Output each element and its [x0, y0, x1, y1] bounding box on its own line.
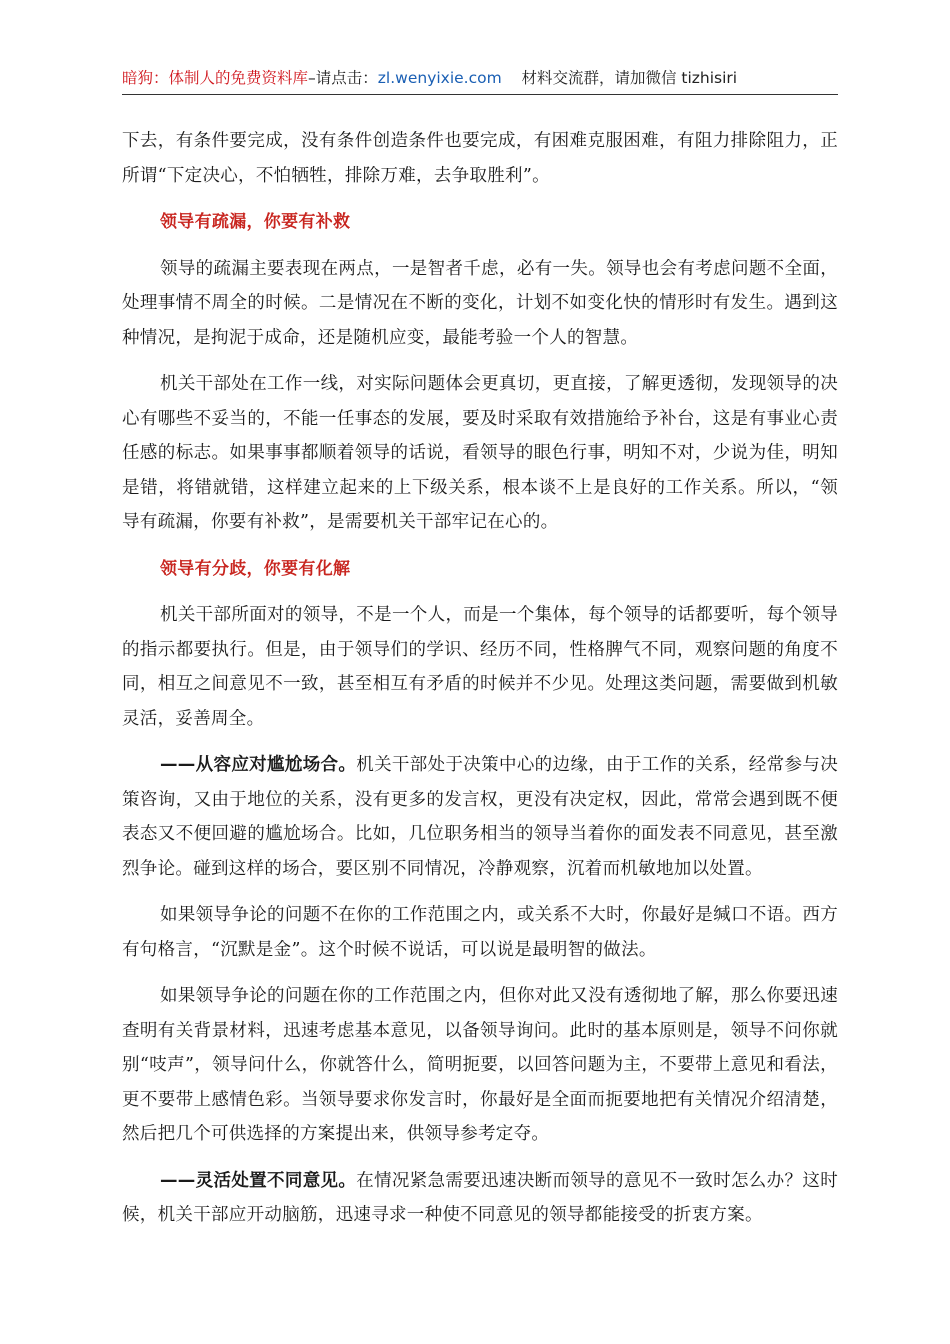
- paragraph: 机关干部处在工作一线，对实际问题体会更真切，更直接，了解更透彻，发现领导的决心有哪些不妥当的，不能一任事态的发展，要及时采取有效措施给予补台，这是有事业心责任感的标志。如果事事都顺着领导的话说，看领导的眼色行事，明知不对，少说为佳，明知是错，将错就错，这样建立起来的上下级关系，根本谈不上是良好的工作关系。所以，“领导有疏漏，你要有补救”，是需要机关干部牢记在心的。: [122, 374, 838, 532]
- paragraph: 如果领导争论的问题在你的工作范围之内，但你对此又没有透彻地了解，那么你要迅速查明有关背景材料，迅速考虑基本意见，以备领导询问。此时的基本原则是，领导不问你就别“吱声”，领导问什么，你就答什么，简明扼要，以回答问题为主，不要带上意见和看法，更不要带上感情色彩。当领导要求你发言时，你最好是全面而扼要地把有关情况介绍清楚，然后把几个可供选择的方案提出来，供领导参考定夺。: [122, 986, 838, 1144]
- header-link[interactable]: zl.wenyixie.com: [377, 69, 502, 87]
- paragraph-lead: ——从容应对尴尬场合。: [160, 755, 357, 775]
- paragraph: [122, 748, 838, 886]
- paragraph-lead: ——灵活处置不同意见。: [160, 1170, 357, 1191]
- paragraph: 下去，有条件要完成，没有条件创造条件也要完成，有困难克服困难，有阻力排除阻力，正所谓“下定决心，不怕牺牲，排除万难，去争取胜利”。: [122, 131, 838, 186]
- header-wechat-note: 材料交流群，请加微信 tizhisiri: [521, 69, 738, 87]
- header-site-title: 暗狗：体制人的免费资料库: [122, 69, 309, 87]
- section-heading: 领导有分歧，你要有化解: [160, 558, 351, 579]
- header-click-prompt: –请点击：: [308, 69, 378, 87]
- document-body: [122, 124, 838, 1233]
- section-heading: 领导有疏漏，你要有补救: [160, 212, 351, 232]
- page-header: [122, 66, 838, 95]
- paragraph: 如果领导争论的问题不在你的工作范围之内，或关系不大时，你最好是缄口不语。西方有句格言，“沉默是金”。这个时候不说话，可以说是最明智的做法。: [122, 905, 838, 960]
- paragraph-text: 机关干部处于决策中心的边缘，由于工作的关系，经常参与决策咨询，又由于地位的关系，没有更多的发言权，更没有决定权，因此，常常会遇到既不便表态又不便回避的尴尬场合。比如，几位职务相当的领导当着你的面发表不同意见，甚至激烈争论。碰到这样的场合，要区别不同情况，冷静观察，沉着而机敏地加以处置。: [122, 755, 838, 879]
- paragraph: 机关干部所面对的领导，不是一个人，而是一个集体，每个领导的话都要听，每个领导的指示都要执行。但是，由于领导们的学识、经历不同，性格脾气不同，观察问题的角度不同，相互之间意见不一致，甚至相互有矛盾的时候并不少见。处理这类问题，需要做到机敏灵活，妥善周全。: [122, 605, 838, 729]
- paragraph-text: 在情况紧急需要迅速决断而领导的意见不一致时怎么办？这时候，机关干部应开动脑筋，迅速寻求一种使不同意见的领导都能接受的折衷方案。: [122, 1170, 838, 1225]
- paragraph: [122, 1164, 838, 1233]
- paragraph: 领导的疏漏主要表现在两点，一是智者千虑，必有一失。领导也会有考虑问题不全面，处理事情不周全的时候。二是情况在不断的变化，计划不如变化快的情形时有发生。遇到这种情况，是拘泥于成命，还是随机应变，最能考验一个人的智慧。: [122, 258, 838, 348]
